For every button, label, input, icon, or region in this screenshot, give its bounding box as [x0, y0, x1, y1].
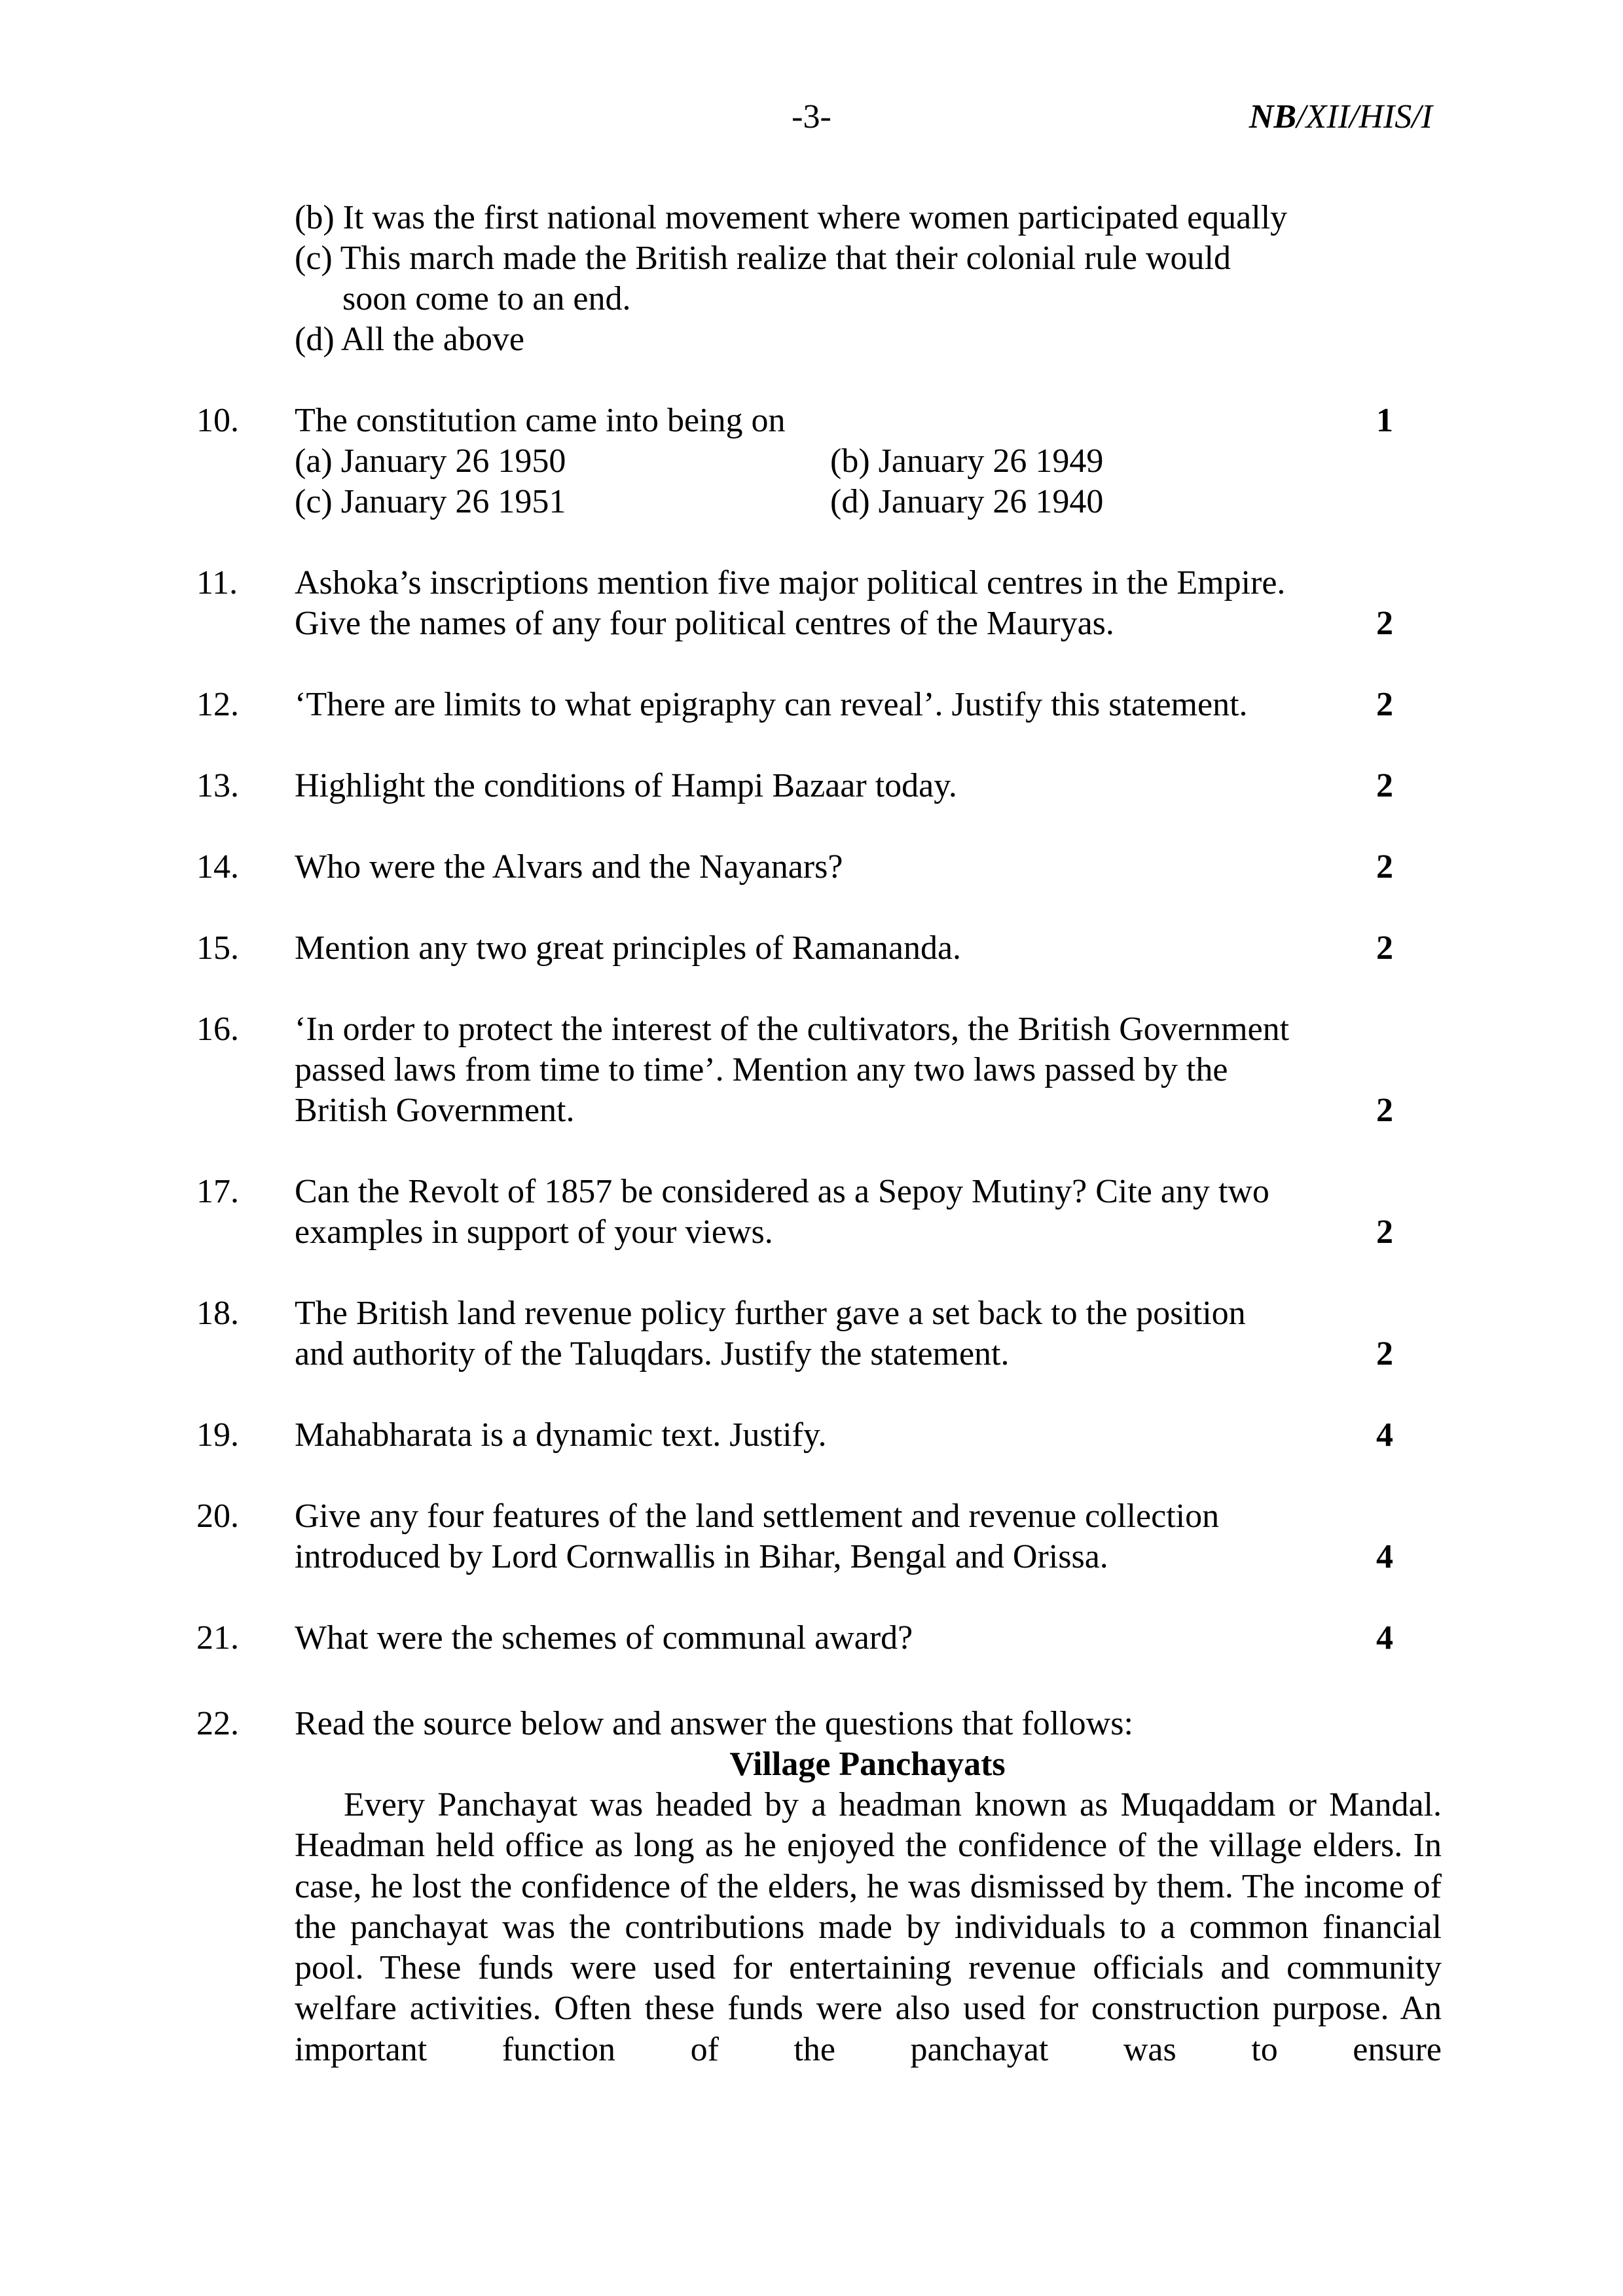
- q21-line1: What were the schemes of communal award?: [295, 1619, 913, 1657]
- q10-option-b: (b) January 26 1949: [830, 442, 1104, 480]
- q11-line1: Ashoka’s inscriptions mention five major political centres in the Empire.: [295, 564, 1286, 601]
- q11-line2: Give the names of any four political centres of the Mauryas.: [295, 605, 1114, 642]
- q17-marks: 2: [1376, 1213, 1393, 1251]
- q15-line1: Mention any two great principles of Ramananda.: [295, 929, 962, 967]
- q16-line2: passed laws from time to time’. Mention any two laws passed by the: [295, 1051, 1228, 1088]
- paper-code: [1249, 96, 1432, 138]
- q18-line2: and authority of the Taluqdars. Justify the statement.: [295, 1335, 1010, 1372]
- q10-option-a: (a) January 26 1950: [295, 442, 566, 480]
- q17-line2: examples in support of your views.: [295, 1213, 773, 1251]
- q10-marks: 1: [1376, 402, 1393, 439]
- q9-option-d: (d) All the above: [295, 321, 524, 358]
- q20-line1: Give any four features of the land settlement and revenue collection: [295, 1498, 1220, 1535]
- paper-code-prefix: NB: [1249, 98, 1297, 135]
- q15-marks: 2: [1376, 929, 1393, 967]
- q10-text: The constitution came into being on: [295, 402, 786, 439]
- q10-option-d: (d) January 26 1940: [830, 483, 1104, 520]
- q22-number: 22.: [196, 1705, 239, 1742]
- q14-line1: Who were the Alvars and the Nayanars?: [295, 848, 843, 886]
- q18-number: 18.: [196, 1295, 239, 1332]
- q13-marks: 2: [1376, 767, 1393, 804]
- q16-number: 16.: [196, 1011, 239, 1048]
- q13-number: 13.: [196, 767, 239, 804]
- page-number: -3-: [792, 98, 831, 135]
- q19-line1: Mahabharata is a dynamic text. Justify.: [295, 1416, 827, 1454]
- q21-number: 21.: [196, 1619, 239, 1657]
- q16-line1: ‘In order to protect the interest of the cultivators, the British Government: [295, 1011, 1290, 1048]
- q9-option-b: (b) It was the first national movement where women participated equally: [295, 199, 1288, 236]
- source-paragraph: Every Panchayat was headed by a headman known as Muqaddam or Mandal. Headman held office as long as he enjoyed the confidence of the village elders. In case, he lost the confidence of the elders, he was dismissed by them. The income of the panchayat was the contributions made by individuals to a common financial pool. These funds were used for entertaining revenue officials and community welfare activities. Often these funds were also used for construction purpose. An important function of the panchayat was to ensure: [295, 1786, 1442, 2068]
- q9-option-c-line2: soon come to an end.: [342, 280, 631, 317]
- q19-marks: 4: [1376, 1416, 1393, 1454]
- q15-number: 15.: [196, 929, 239, 967]
- q10-option-c: (c) January 26 1951: [295, 483, 566, 520]
- q16-line3: British Government.: [295, 1092, 575, 1129]
- q10-number: 10.: [196, 402, 239, 439]
- q21-marks: 4: [1376, 1619, 1393, 1657]
- q18-marks: 2: [1376, 1335, 1393, 1372]
- q14-marks: 2: [1376, 848, 1393, 886]
- q17-line1: Can the Revolt of 1857 be considered as a Sepoy Mutiny? Cite any two: [295, 1173, 1269, 1210]
- q12-marks: 2: [1376, 686, 1393, 723]
- q16-marks: 2: [1376, 1092, 1393, 1129]
- q22-line1: Read the source below and answer the questions that follows:: [295, 1705, 1133, 1742]
- q9-option-c-line1: (c) This march made the British realize that their colonial rule would: [295, 240, 1231, 277]
- q18-line1: The British land revenue policy further gave a set back to the position: [295, 1295, 1246, 1332]
- q20-line2: introduced by Lord Cornwallis in Bihar, Bengal and Orissa.: [295, 1538, 1108, 1575]
- paper-code-rest: /XII/HIS/I: [1296, 98, 1432, 135]
- q20-marks: 4: [1376, 1538, 1393, 1575]
- q12-number: 12.: [196, 686, 239, 723]
- q11-marks: 2: [1376, 605, 1393, 642]
- q13-line1: Highlight the conditions of Hampi Bazaar today.: [295, 767, 957, 804]
- q11-number: 11.: [196, 564, 238, 601]
- q17-number: 17.: [196, 1173, 239, 1210]
- q20-number: 20.: [196, 1498, 239, 1535]
- q19-number: 19.: [196, 1416, 239, 1454]
- q14-number: 14.: [196, 848, 239, 886]
- q12-line1: ‘There are limits to what epigraphy can reveal’. Justify this statement.: [295, 686, 1248, 723]
- source-title: Village Panchayats: [729, 1746, 1006, 1783]
